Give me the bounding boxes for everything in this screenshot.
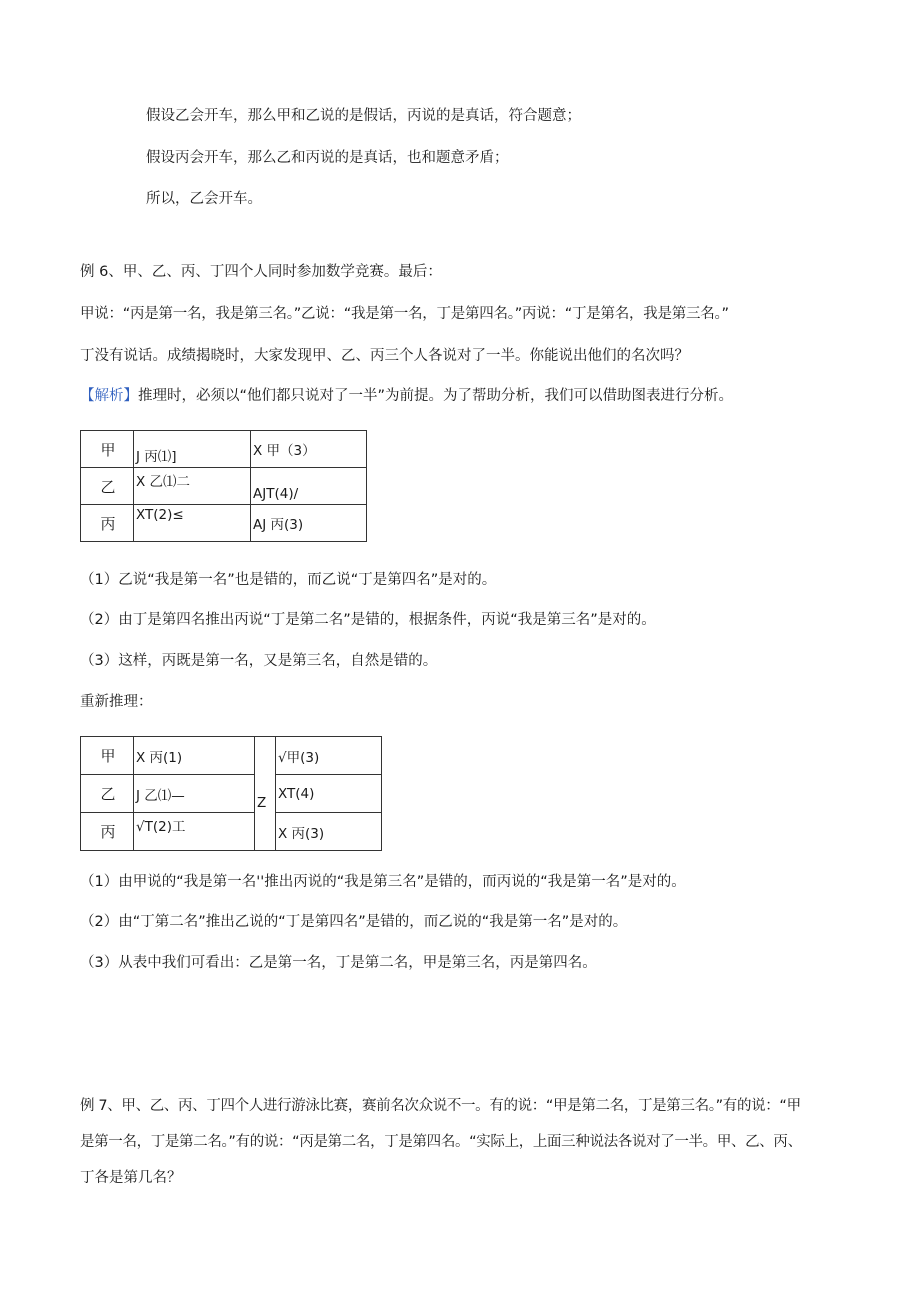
table-cell	[255, 737, 276, 775]
example-7-line-2: 是第一名，丁是第二名。”有的说：“丙是第二名，丁是第四名。“实际上，上面三种说法各说对了一半。甲、乙、丙、	[80, 1134, 802, 1150]
note-2-3: （3）从表中我们可看出：乙是第一名，丁是第二名，甲是第三名，丙是第四名。	[80, 955, 597, 971]
table-row	[81, 468, 367, 505]
table-cell: 甲	[81, 737, 134, 775]
table-cell: J 丙⑴]	[134, 431, 251, 468]
table-row	[81, 737, 382, 775]
paragraph-assume-bing: 假设丙会开车，那么乙和丙说的是真话，也和题意矛盾；	[146, 150, 509, 166]
paragraph-assume-yi: 假设乙会开车，那么甲和乙说的是假话，丙说的是真话，符合题意；	[146, 108, 581, 124]
table-cell: AJ 丙(3)	[251, 505, 367, 542]
note-1-3: （3）这样，丙既是第一名，又是第三名，自然是错的。	[80, 653, 438, 669]
table-row	[81, 775, 382, 813]
table-cell: X 丙(1)	[134, 737, 255, 775]
table-row	[81, 813, 382, 851]
note-2-2: （2）由“丁第二名”推出乙说的“丁是第四名”是错的，而乙说的“我是第一名”是对的。	[80, 914, 628, 930]
table-row	[81, 431, 367, 468]
table-cell: 乙	[81, 468, 134, 505]
table-cell: X 甲（3）	[251, 431, 367, 468]
note-2-1: （1）由甲说的“我是第一名''推出丙说的“我是第三名”是错的，而丙说的“我是第一名”是对的。	[80, 874, 686, 890]
table-cell: 丙	[81, 505, 134, 542]
table-cell: J 乙⑴—	[134, 775, 255, 813]
table-cell: Z	[255, 775, 276, 813]
example-6-statement: 甲说：“丙是第一名，我是第三名。”乙说：“我是第一名，丁是第四名。”丙说：“丁是第名，我是第三名。”	[80, 306, 729, 322]
table-cell: √甲(3)	[276, 737, 382, 775]
note-1-1: （1）乙说“我是第一名”也是错的，而乙说“丁是第四名”是对的。	[80, 572, 497, 588]
table-cell	[255, 813, 276, 851]
analysis-tag: 【解析】	[80, 388, 138, 404]
analysis-text: 推理时，必须以“他们都只说对了一半”为前提。为了帮助分析，我们可以借助图表进行分析。	[138, 388, 734, 404]
reasoning-table-2	[80, 736, 382, 851]
table-cell: √T(2)工	[134, 813, 255, 851]
table-cell: AJT(4)/	[251, 468, 367, 505]
example-6-title: 例 6、甲、乙、丙、丁四个人同时参加数学竞赛。最后：	[80, 264, 442, 280]
note-1-2: （2）由丁是第四名推出丙说“丁是第二名”是错的，根据条件，丙说“我是第三名”是对的。	[80, 612, 656, 628]
example-7-line-3: 丁各是第几名？	[80, 1170, 182, 1186]
table-cell: XT(2)≤	[134, 505, 251, 542]
paragraph-conclusion: 所以，乙会开车。	[146, 191, 262, 207]
table-cell: 丙	[81, 813, 134, 851]
table-row	[81, 505, 367, 542]
example-6-analysis	[80, 386, 733, 406]
example-6-question: 丁没有说话。成绩揭晓时，大家发现甲、乙、丙三个人各说对了一半。你能说出他们的名次吗？	[80, 348, 689, 364]
table-cell: 甲	[81, 431, 134, 468]
table-cell: XT(4)	[276, 775, 382, 813]
reasoning-table-1	[80, 430, 367, 542]
table-cell: X 丙(3)	[276, 813, 382, 851]
redo-heading: 重新推理：	[80, 694, 153, 710]
example-7-line-1: 例 7、甲、乙、丙、丁四个人进行游泳比赛，赛前名次众说不一。有的说：“甲是第二名，丁是第三名。”有的说：“甲	[80, 1098, 801, 1114]
table-cell: X 乙⑴二	[134, 468, 251, 505]
table-cell: 乙	[81, 775, 134, 813]
